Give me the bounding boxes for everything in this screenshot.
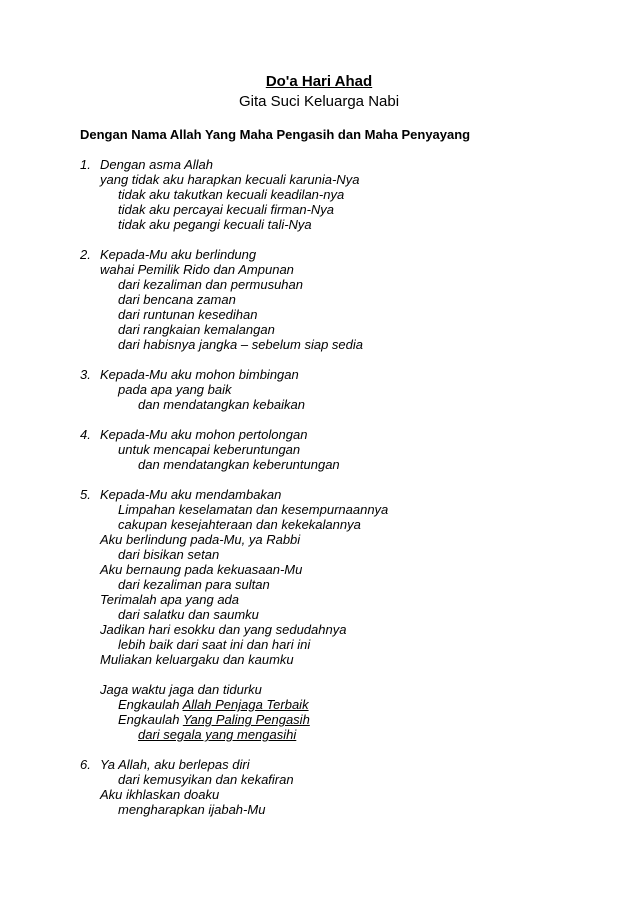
verse-line: Kepada-Mu aku berlindung [100, 247, 257, 262]
verse-line: Dengan asma Allah [100, 157, 213, 172]
verse-line: Aku berlindung pada-Mu, ya Rabbi [100, 532, 301, 547]
verse-line: yang tidak aku harapkan kecuali karunia-Nya [100, 172, 360, 187]
verse-line: Aku bernaung pada kekuasaan-Mu [100, 562, 303, 577]
verse-line: untuk mencapai keberuntungan [118, 442, 301, 457]
verse-line: dari habisnya jangka – sebelum siap sedia [118, 337, 363, 352]
verse-line [118, 697, 309, 712]
section-number: 3. [80, 367, 91, 382]
verse-line: Kepada-Mu aku mendambakan [100, 487, 282, 502]
verse-line [118, 712, 310, 727]
section-number: 2. [80, 247, 91, 262]
verse-line: cakupan kesejahteraan dan kekekalannya [118, 517, 361, 532]
verse-line: dari kemusyikan dan kekafiran [118, 772, 294, 787]
verse-line: mengharapkan ijabah-Mu [118, 802, 266, 817]
verse-line: Jadikan hari esokku dan yang sedudahnya [100, 622, 347, 637]
verse-line: Terimalah apa yang ada [100, 592, 240, 607]
verse-text: Engkaulah [118, 712, 183, 727]
verse-line: tidak aku takutkan kecuali keadilan-nya [118, 187, 345, 202]
verse-line: dari kezaliman dan permusuhan [118, 277, 303, 292]
document-subtitle: Gita Suci Keluarga Nabi [238, 93, 400, 110]
verse-line: dan mendatangkan keberuntungan [138, 457, 340, 472]
verse-line: Ya Allah, aku berlepas diri [100, 757, 250, 772]
verse-line: dari bisikan setan [118, 547, 220, 562]
verse-line: lebih baik dari saat ini dan hari ini [118, 637, 311, 652]
verse-line: wahai Pemilik Rido dan Ampunan [100, 262, 294, 277]
verse-line: Limpahan keselamatan dan kesempurnaannya [118, 502, 389, 517]
section-number: 5. [80, 487, 91, 502]
verse-line: dari bencana zaman [118, 292, 236, 307]
underlined-phrase: Allah Penjaga Terbaik [182, 697, 309, 712]
document-title: Do'a Hari Ahad [265, 73, 373, 90]
document-heading: Dengan Nama Allah Yang Maha Pengasih dan Maha Penyayang [80, 127, 471, 142]
verse-line: Kepada-Mu aku mohon bimbingan [100, 367, 299, 382]
verse-text: Engkaulah [118, 697, 183, 712]
underlined-phrase: Yang Paling Pengasih [182, 712, 310, 727]
verse-line: tidak aku percayai kecuali firman-Nya [118, 202, 335, 217]
section-number: 4. [80, 427, 91, 442]
section-number: 6. [80, 757, 91, 772]
verse-line: dari kezaliman para sultan [118, 577, 270, 592]
verse-line: Kepada-Mu aku mohon pertolongan [100, 427, 308, 442]
verse-line: Aku ikhlaskan doaku [100, 787, 220, 802]
verse-line: dari segala yang mengasihi [138, 727, 297, 742]
verse-line: Muliakan keluargaku dan kaumku [100, 652, 294, 667]
verse-line: tidak aku pegangi kecuali tali-Nya [118, 217, 312, 232]
verse-line: dari rangkaian kemalangan [118, 322, 275, 337]
verse-line: pada apa yang baik [118, 382, 232, 397]
verse-line: Jaga waktu jaga dan tidurku [100, 682, 262, 697]
section-number: 1. [80, 157, 91, 172]
verse-line: dan mendatangkan kebaikan [138, 397, 305, 412]
verse-line: dari runtunan kesedihan [118, 307, 258, 322]
verse-line: dari salatku dan saumku [118, 607, 259, 622]
